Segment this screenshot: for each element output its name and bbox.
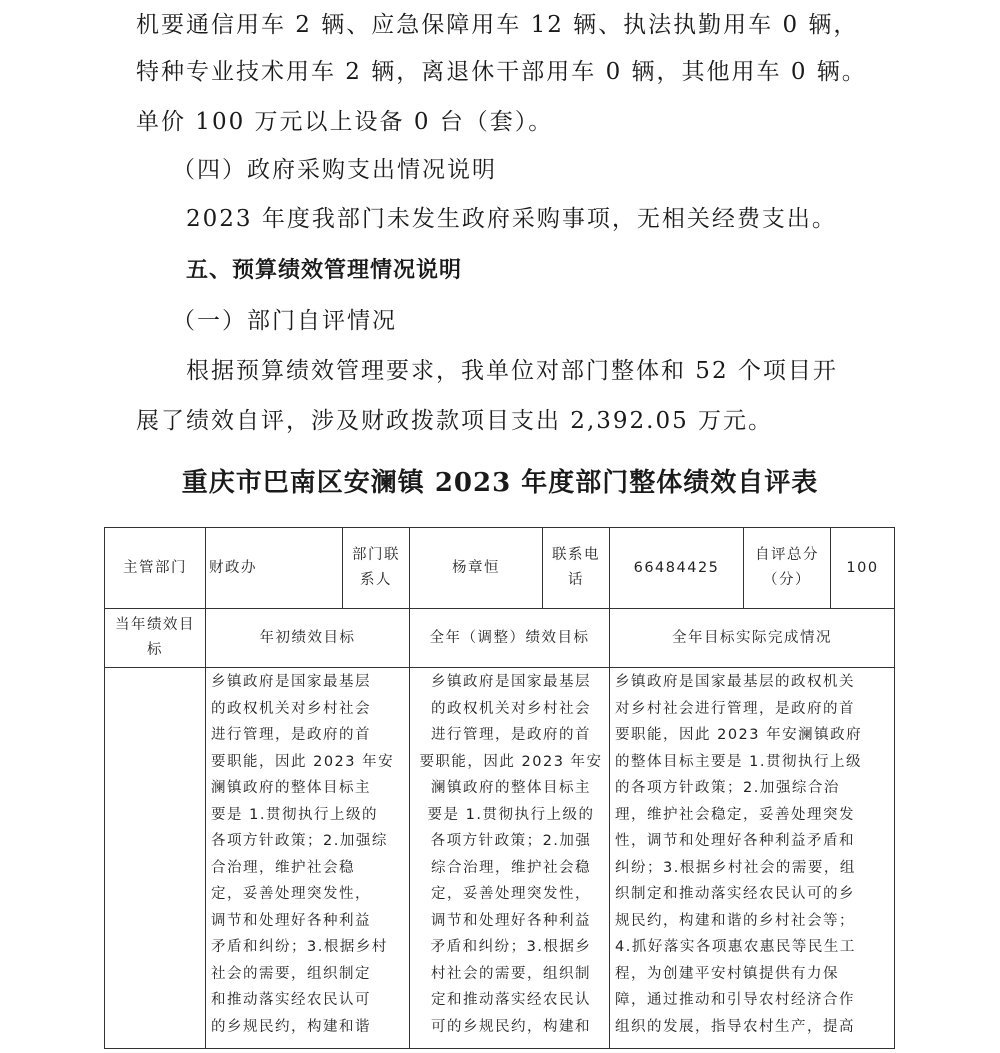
phone-value: 66484425 <box>633 559 720 576</box>
cell-text-line: 的政权机关对乡村社会 <box>431 700 591 717</box>
contact-value-cell <box>410 528 543 609</box>
contact-label-line1: 部门联 <box>352 547 400 563</box>
cell-text-line: 进行管理，是政府的首 <box>211 727 371 743</box>
cell-text-line: 澜镇政府的整体目标主 <box>431 780 591 796</box>
cell-text-line: 矛盾和纠纷；3.根据乡村 <box>211 939 388 955</box>
cell-text-line: 可的乡规民约，构建和 <box>431 1018 591 1035</box>
goal-label-line2: 标 <box>147 642 163 658</box>
heading-procurement: （四）政府采购支出情况说明 <box>172 157 497 183</box>
cell-text-line: 定，妥善处理突发性， <box>211 886 371 902</box>
cell-text-line: 性，调节和处理好各种利益矛盾和 <box>615 833 855 849</box>
cell-text-line: 调节和处理好各种利益 <box>431 912 591 929</box>
col-actual-label: 全年目标实际完成情况 <box>672 629 832 646</box>
cell-text-line: 综合治理，维护社会稳 <box>431 859 591 876</box>
paragraph-vehicles-2: 特种专业技术用车 2 辆，离退休干部用车 0 辆，其他用车 0 辆。 <box>136 59 867 85</box>
dept-label-cell <box>105 528 206 609</box>
cell-text-line: 各项方针政策；2.加强综 <box>211 833 388 849</box>
phone-label-line2: 话 <box>568 572 584 588</box>
cell-text-line: 矛盾和纠纷；3.根据乡 <box>430 939 592 955</box>
cell-text-line: 各项方针政策；2.加强 <box>430 833 592 849</box>
phone-label-line1: 联系电 <box>552 547 600 563</box>
cell-text-line: 社会的需要，组织制定 <box>211 965 371 982</box>
contact-label-cell <box>343 528 410 609</box>
score-value: 100 <box>846 559 879 576</box>
cell-text-line: 程，为创建平安村镇提供有力保 <box>615 965 839 982</box>
initial-goal-cell <box>206 668 410 1049</box>
cell-text-line: 4.抓好落实各项惠农惠民等民生工 <box>615 939 856 955</box>
cell-text-line: 和推动落实经农民认可 <box>211 992 371 1008</box>
cell-text-line: 乡镇政府是国家最基层 <box>431 674 591 690</box>
paragraph-self-evaluation-1: 根据预算绩效管理要求，我单位对部门整体和 52 个项目开 <box>186 358 838 384</box>
col-actual-header <box>610 609 895 668</box>
contact-value: 杨章恒 <box>452 559 500 576</box>
paragraph-equipment: 单价 100 万元以上设备 0 台（套）。 <box>136 109 554 135</box>
goal-empty-cell <box>105 668 206 1049</box>
heading-self-evaluation: （一）部门自评情况 <box>172 308 397 334</box>
cell-text-line: 的政权机关对乡村社会 <box>211 700 371 717</box>
cell-text-line: 的各项方针政策；2.加强综合治 <box>615 780 840 796</box>
dept-value: 财政办 <box>209 559 257 576</box>
performance-table <box>104 527 895 1049</box>
table-row-header-info <box>105 528 895 609</box>
table-title: 重庆市巴南区安澜镇 2023 年度部门整体绩效自评表 <box>181 468 819 498</box>
cell-text-line: 乡镇政府是国家最基层 <box>211 674 371 690</box>
paragraph-procurement: 2023 年度我部门未发生政府采购事项，无相关经费支出。 <box>186 206 837 232</box>
cell-text-line: 定，妥善处理突发性， <box>431 886 591 902</box>
paragraph-vehicles-1: 机要通信用车 2 辆、应急保障用车 12 辆、执法执勤用车 0 辆， <box>136 12 859 38</box>
phone-label-cell <box>543 528 610 609</box>
cell-text-line: 澜镇政府的整体目标主 <box>211 780 371 796</box>
goal-label-cell <box>105 609 206 668</box>
score-value-cell <box>831 528 895 609</box>
cell-text-line: 规民约，构建和谐的乡村社会等； <box>615 912 855 929</box>
actual-completion-cell <box>610 668 895 1049</box>
cell-text-line: 调节和处理好各种利益 <box>211 912 371 929</box>
cell-text-line: 要是 1.贯彻执行上级的 <box>427 806 595 823</box>
score-label-cell <box>744 528 831 609</box>
paragraph-self-evaluation-2: 展了绩效自评，涉及财政拨款项目支出 2,392.05 万元。 <box>136 408 774 434</box>
cell-text-line: 理，维护社会稳定，妥善处理突发 <box>615 806 855 823</box>
score-label-line2: （分） <box>763 572 811 588</box>
cell-text-line: 的整体目标主要是 1.贯彻执行上级 <box>615 753 862 770</box>
cell-text-line: 对乡村社会进行管理，是政府的首 <box>615 700 855 717</box>
table-row-goals <box>105 668 895 1049</box>
cell-text-line: 组织的发展，指导农村生产，提高 <box>615 1018 855 1035</box>
table-row-column-headers <box>105 609 895 668</box>
cell-text-line: 纠纷；3.根据乡村社会的需要，组 <box>615 859 856 876</box>
contact-label-line2: 系人 <box>360 572 392 588</box>
col-adjusted-header <box>410 609 610 668</box>
cell-text-line: 要职能，因此 2023 年安 <box>211 753 395 770</box>
adjusted-goal-cell <box>410 668 610 1049</box>
cell-text-line: 进行管理，是政府的首 <box>431 727 591 743</box>
cell-text-line: 乡镇政府是国家最基层的政权机关 <box>615 674 855 690</box>
cell-text-line: 定和推动落实经农民认 <box>431 992 591 1008</box>
phone-value-cell <box>610 528 744 609</box>
cell-text-line: 要职能，因此 2023 年安澜镇政府 <box>615 727 863 743</box>
cell-text-line: 要是 1.贯彻执行上级的 <box>211 806 378 823</box>
goal-label-line1: 当年绩效目 <box>115 617 195 633</box>
score-label-line1: 自评总分 <box>755 547 819 563</box>
col-adjusted-label: 全年（调整）绩效目标 <box>429 629 590 646</box>
col-initial-label: 年初绩效目标 <box>259 629 356 646</box>
cell-text-line: 村社会的需要，组织制 <box>431 965 591 982</box>
col-initial-header <box>206 609 410 668</box>
dept-value-cell <box>206 528 343 609</box>
cell-text-line: 织制定和推动落实经农民认可的乡 <box>615 886 855 902</box>
dept-label: 主管部门 <box>123 559 187 576</box>
cell-text-line: 要职能，因此 2023 年安 <box>419 753 603 770</box>
cell-text-line: 障，通过推动和引导农村经济合作 <box>615 992 855 1008</box>
cell-text-line: 合治理，维护社会稳 <box>211 859 355 876</box>
heading-performance: 五、预算绩效管理情况说明 <box>186 258 463 283</box>
cell-text-line: 的乡规民约，构建和谐 <box>211 1018 371 1035</box>
